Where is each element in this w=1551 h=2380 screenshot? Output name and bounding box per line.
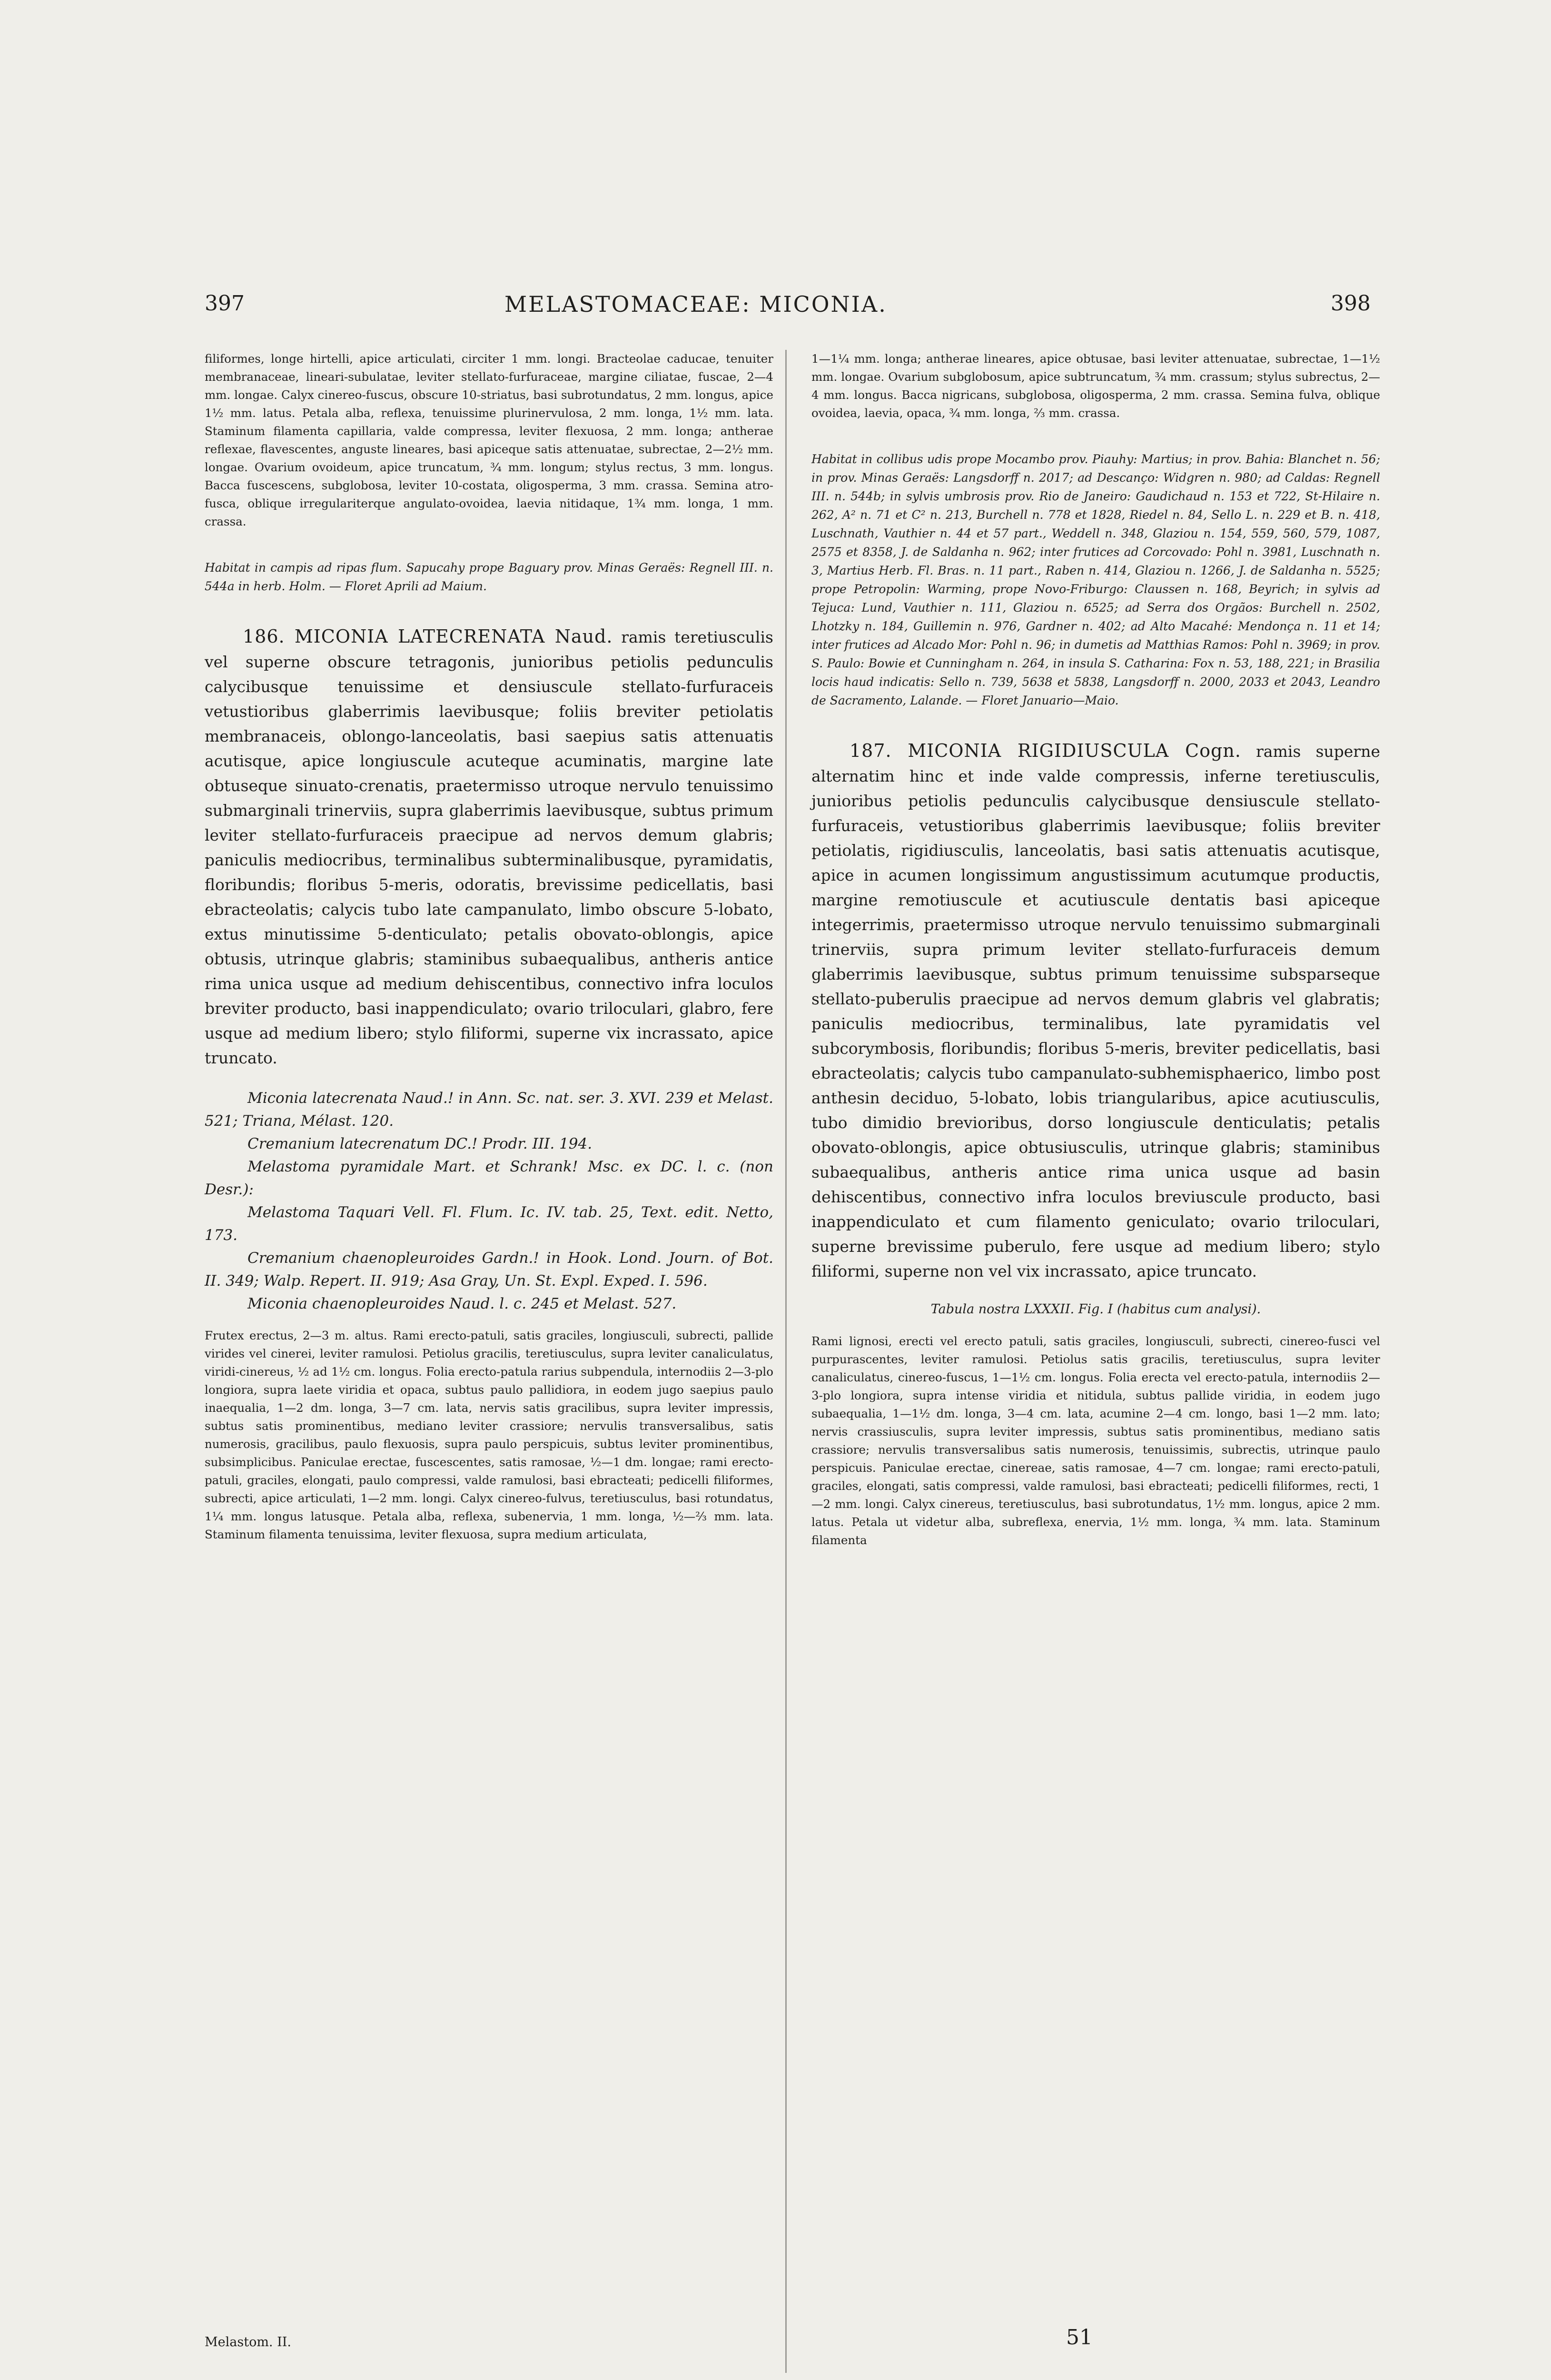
page-number-left: 397 [205,291,245,316]
synonym-entry: Miconia latecrenata Naud.! in Ann. Sc. nat. ser. 3. XVI. 239 et Melast. 521; Triana, Mélast. 120. [205,1090,773,1130]
page-header [205,291,1371,329]
habitat-note: Habitat in collibus udis prope Mocambo prov. Piauhy: Martius; in prov. Bahia: Blanchet n. 56; in prov. Minas Geraës: Langsdorff n. 2017; ad Descanço: Widgren n. 980; ad Caldas: Regnell III. n. 544b; in sylvis umbrosis prov. Rio de Janeiro: Gaudichaud n. 153 et 722, St-Hilaire n. 262, A² n. 71 et C² n. 213, Burchell n. 778 et 1828, Riedel n. 84, Sello L. n. 229 et B. n. 418, Luschnath, Vauthier n. 44 et 57 part., Weddell n. 348, Glaziou n. 154, 559, 560, 579, 1087, 2575 et 8358, J. de Saldanha n. 962; inter frutices ad Corcovado: Pohl n. 3981, Luschnath n. 3, Martius Herb. Fl. Bras. n. 11 part., Raben n. 414, Glaziou n. 1266, J. de Saldanha n. 5525; prope Petropolin: Warming, prope Novo-Friburgo: Claussen n. 168, Beyrich; in sylvis ad Tejuca: Lund, Vauthier n. 111, Glaziou n. 6525; ad Serra dos Orgãos: Burchell n. 2502, Lhotzky n. 184, Guillemin n. 976, Gardner n. 402; ad Alto Macahé: Mendonça n. 11 et 14; inter frutices ad Alcado Mor: Pohl n. 96; in dumetis ad Matthias Ramos: Pohl n. 3969; in prov. S. Paulo: Bowie et Cunningham n. 264, in insula S. Catharina: Fox n. 53, 188, 221; in Brasilia locis haud indicatis: Sello n. 739, 5638 et 5838, Langsdorff n. 2000, 2033 et 2043, Leandro de Sacramento, Lalande. — Floret Januario—Maio. [811,452,1380,707]
left-column [205,350,773,1554]
page-number-right: 398 [1331,291,1371,316]
synonym-entry: Melastoma pyramidale Mart. et Schrank! Msc. ex DC. l. c. (non Desr.): [205,1158,773,1198]
synonym-entry: Miconia chaenopleuroides Naud. l. c. 245 et Melast. 527. [247,1295,677,1312]
footer-volume-label: Melastom. II. [205,2335,291,2350]
footer-signature-mark: 51 [1066,2325,1093,2350]
habitat-note: Habitat in campis ad ripas flum. Sapucahy prope Baguary prov. Minas Geraës: Regnell III. n. 544a in herb. Holm. — Floret Aprili ad Maium. [205,561,773,593]
column-divider [785,350,787,2373]
species-186-description: Frutex erectus, 2—3 m. altus. Rami erecto-patuli, satis graciles, longiusculi, subrecti, pallide virides vel cinerei, leviter ramulosi. Petiolus gracilis, teretiusculus, supra leviter canaliculatus, viridi-cinereus, ½ ad 1½ cm. longus. Folia erecto-patula rarius subpendula, internodiis 2—3-plo longiora, supra laete viridia et opaca, subtus paulo pallidiora, in eodem jugo saepius paulo inaequalia, 1—2 dm. longa, 3—7 cm. lata, nervis satis gracilibus, supra leviter impressis, subtus satis prominentibus, mediano leviter crassiore; nervulis transversalibus, satis numerosis, gracilibus, paulo flexuosis, supra paulo perspicuis, subtus leviter prominentibus, subsimplicibus. Paniculae erectae, fuscescentes, satis ramosae, ½—1 dm. longae; rami erecto-patuli, graciles, elongati, paulo compressi, valde ramulosi, basi ebracteati; pedicelli filiformes, subrecti, apice articulati, 1—2 mm. longi. Calyx cinereo-fulvus, teretiusculus, basi rotundatus, 1¼ mm. longus latusque. Petala alba, reflexa, subenervia, 1 mm. longa, ½—⅔ mm. lata. Staminum filamenta tenuissima, leviter flexuosa, supra medium articulata, [205,1329,773,1541]
species-186-synonyms [205,1087,773,1315]
description-continued: filiformes, longe hirtelli, apice articulati, circiter 1 mm. longi. Bracteolae caducae, tenuiter membranaceae, lineari-subulatae, leviter stellato-furfuraceae, margine ciliatae, fuscae, 2—4 mm. longae. Calyx cinereo-fuscus, obscure 10-striatus, basi subrotundatus, 2 mm. longus, apice 1½ mm. latus. Petala alba, reflexa, tenuissime plurinervulosa, 2 mm. longa, 1½ mm. lata. Staminum filamenta capillaria, valde compressa, leviter flexuosa, 2 mm. longa; antherae reflexae, flavescentes, anguste lineares, basi apiceque satis attenuatae, subrectae, 2—2½ mm. longae. Ovarium ovoideum, apice truncatum, ¾ mm. longum; stylus rectus, 3 mm. longus. Bacca fuscescens, subglobosa, leviter 10-costata, oligosperma, 3 mm. crassa. Semina atro-fusca, oblique irregulariterque angulato-ovoidea, laevia nitidaque, 1¾ mm. longa, 1 mm. crassa. [205,352,773,528]
right-column [811,350,1380,1560]
species-187-diagnosis-text: ramis superne alternatim hinc et inde valde compressis, inferne teretiusculis, junioribus petiolis pedunculis calycibusque densiuscule stellato-furfuraceis, vetustioribus glaberrimis laevibusque; foliis breviter petiolatis, rigidiusculis, lanceolatis, basi satis attenuatis acutisque, apice in acumen longissimum angustissimum acutumque productis, margine remotiuscule et acutiuscule dentatis basi apiceque integerrimis, praetermisso utroque nervulo tenuissimo submarginali trinerviis, supra primum leviter stellato-furfuraceis demum glaberrimis laevibusque, subtus primum tenuissime subsparseque stellato-puberulis praecipue ad nervos demum glabris vel glabratis; paniculis mediocribus, terminalibus, late pyramidatis vel subcorymbosis, floribundis; floribus 5-meris, breviter pedicellatis, basi ebracteolatis; calycis tubo campanulato-subhemisphaerico, limbo post anthesin deciduo, 5-lobato, lobis triangularibus, apice acutiusculis, tubo dimidio brevioribus, dorso longiuscule denticulatis; petalis obovato-oblongis, apice obtusiusculis, utrinque glabris; staminibus subaequalibus, antheris antice rima unica usque ad basin dehiscentibus, connectivo infra loculos breviuscule producto, basi inappendiculato et cum filamento geniculato; ovario triloculari, superne brevissime puberulo, fere usque ad medium libero; stylo filiformi, superne non vel vix incrassato, apice truncato. [811,742,1380,1280]
species-186-diagnosis [205,624,773,1071]
running-title: MELASTOMACEAE: MICONIA. [504,291,887,317]
synonym-entry: Cremanium latecrenatum DC.! Prodr. III. 194. [247,1135,593,1152]
plate-reference: Tabula nostra LXXXII. Fig. I (habitus cum analysi). [930,1302,1261,1317]
species-187-diagnosis [811,738,1380,1284]
synonym-entry: Cremanium chaenopleuroides Gardn.! in Hook. Lond. Journ. of Bot. II. 349; Walp. Repert. II. 919; Asa Gray, Un. St. Expl. Exped. I. 596. [205,1250,773,1289]
species-186-diagnosis-text: ramis teretiusculis vel superne obscure tetragonis, junioribus petiolis pedunculis calycibusque tenuissime et densiuscule stellato-furfuraceis vetustioribus glaberrimis laevibusque; foliis breviter petiolatis membranaceis, oblongo-lanceolatis, basi saepius satis attenuatis acutisque, apice longiuscule acuteque acuminatis, margine late obtuseque sinuato-crenatis, praetermisso utroque nervulo tenuissimo submarginali trinerviis, supra glaberrimis laevibusque, subtus primum leviter stellato-furfuraceis praecipue ad nervos demum glabris; paniculis mediocribus, terminalibus subterminalibusque, pyramidatis, floribundis; floribus 5-meris, odoratis, brevissime pedicellatis, basi ebracteolatis; calycis tubo late campanulato, limbo obscure 5-lobato, extus minutissime 5-denticulato; petalis obovato-oblongis, apice obtusis, utrinque glabris; staminibus subaequalibus, antheris antice rima unica usque ad medium dehiscentibus, connectivo infra loculos breviter producto, basi inappendiculato; ovario triloculari, glabro, fere usque ad medium libero; stylo filiformi, superne vix incrassato, apice truncato. [205,628,773,1067]
species-187-heading: 187. MICONIA RIGIDIUSCULA Cogn. [850,740,1241,761]
description-continued: 1—1¼ mm. longa; antherae lineares, apice obtusae, basi leviter attenuatae, subrectae, 1—1½ mm. longae. Ovarium subglobosum, apice subtruncatum, ¾ mm. crassum; stylus subrectus, 2—4 mm. longus. Bacca nigricans, subglobosa, oligosperma, 2 mm. crassa. Semina fulva, oblique ovoidea, laevia, opaca, ¾ mm. longa, ⅔ mm. crassa. [811,352,1380,420]
synonym-entry: Melastoma Taquari Vell. Fl. Flum. Ic. IV. tab. 25, Text. edit. Netto, 173. [205,1204,773,1244]
species-186-heading: 186. MICONIA LATECRENATA Naud. [243,626,613,647]
species-187-description: Rami lignosi, erecti vel erecto patuli, satis graciles, longiusculi, subrecti, cinereo-fusci vel purpurascentes, leviter ramulosi. Petiolus satis gracilis, teretiusculus, supra leviter canaliculatus, cinereo-fuscus, 1—1½ cm. longus. Folia erecta vel erecto-patula, internodiis 2—3-plo longiora, supra intense viridia et nitidula, subtus pallide viridia, in eodem jugo subaequalia, 1—1½ dm. longa, 3—4 cm. lata, acumine 2—4 cm. longo, basi 1—2 mm. lato; nervis crassiusculis, supra leviter impressis, subtus satis prominentibus, mediano satis crassiore; nervulis transversalibus satis numerosis, tenuissimis, subrectis, utrinque paulo perspicuis. Paniculae erectae, cinereae, satis ramosae, 4—7 cm. longae; rami erecto-patuli, graciles, elongati, satis compressi, valde ramulosi, basi ebracteati; pedicelli filiformes, recti, 1—2 mm. longi. Calyx cinereus, teretiusculus, basi subrotundatus, 1½ mm. longus, apice 2 mm. latus. Petala ut videtur alba, subreflexa, enervia, 1½ mm. longa, ¾ mm. lata. Staminum filamenta [811,1334,1380,1547]
